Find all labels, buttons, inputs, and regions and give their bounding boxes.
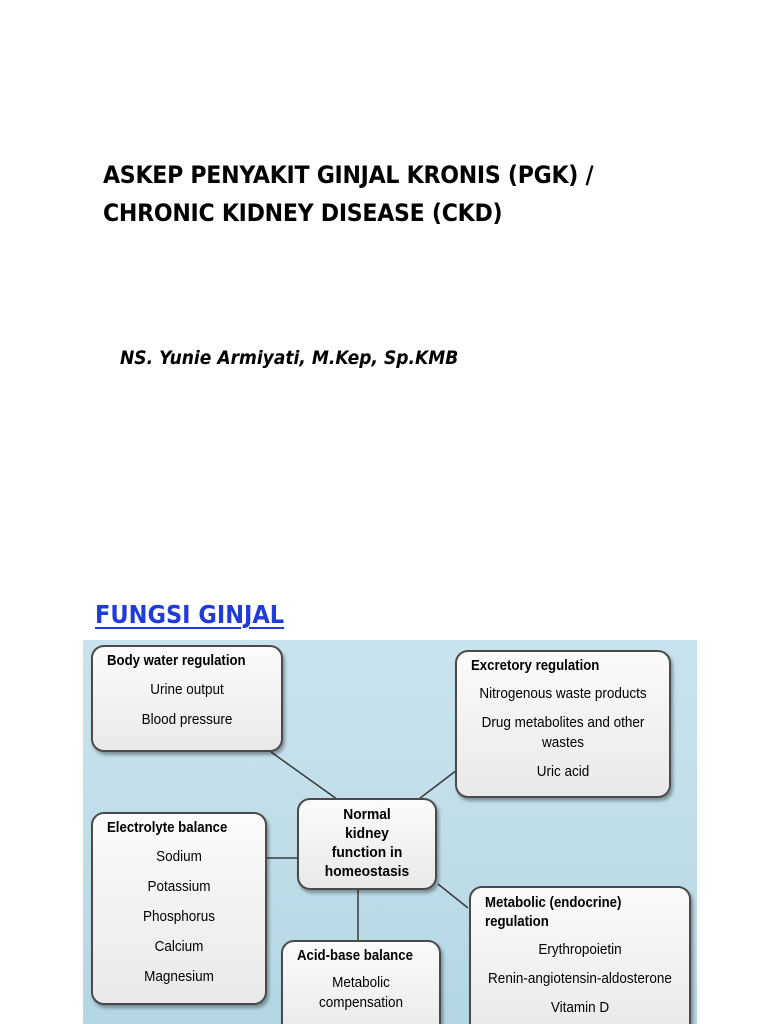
electrolyte-balance-box (91, 812, 267, 1005)
electrolyte-item-potassium: Potassium (147, 878, 211, 895)
center-line-1: Normal (343, 806, 391, 823)
center-line-4: homeostasis (324, 863, 410, 880)
excretory-regulation-title: Excretory regulation (471, 657, 600, 674)
body-water-item-blood-pressure: Blood pressure (141, 711, 233, 728)
slide-title (103, 156, 673, 232)
fungsi-ginjal-link[interactable]: FUNGSI GINJAL (95, 600, 285, 629)
metabolic-title-line-1: Metabolic (endocrine) (485, 894, 622, 911)
normal-kidney-function-box (297, 798, 437, 890)
metabolic-item-erythropoietin: Erythropoietin (538, 941, 622, 958)
electrolyte-balance-title: Electrolyte balance (107, 819, 228, 836)
connector-metabolic (438, 884, 468, 908)
metabolic-item-vitamin-d: Vitamin D (550, 999, 610, 1016)
center-line-3: function in (331, 844, 403, 861)
metabolic-item-renin: Renin-angiotensin-aldosterone (488, 970, 672, 987)
excretory-item-drug-metabolites: Drug metabolites and other (481, 714, 645, 731)
author-name: NS. Yunie Armiyati, M.Kep, Sp.KMB (120, 347, 459, 369)
slide-title-line-1: ASKEP PENYAKIT GINJAL KRONIS (PGK) / (103, 161, 594, 189)
acid-base-item-metabolic: Metabolic (332, 974, 390, 991)
center-line-2: kidney (345, 825, 389, 842)
connector-body-water (271, 752, 341, 802)
acid-base-balance-box (281, 940, 441, 1024)
acid-base-item-compensation: compensation (318, 994, 404, 1011)
metabolic-endocrine-regulation-box (469, 886, 691, 1024)
metabolic-title-line-2: regulation (485, 913, 549, 930)
body-water-regulation-box (91, 645, 283, 752)
electrolyte-item-sodium: Sodium (156, 848, 202, 865)
body-water-item-urine-output: Urine output (150, 681, 224, 698)
excretory-item-nitrogenous: Nitrogenous waste products (479, 685, 647, 702)
excretory-regulation-box (455, 650, 671, 798)
slide-title-line-2: CHRONIC KIDNEY DISEASE (CKD) (103, 199, 503, 227)
acid-base-balance-title: Acid-base balance (297, 947, 413, 964)
electrolyte-item-phosphorus: Phosphorus (142, 908, 216, 925)
body-water-regulation-title: Body water regulation (107, 652, 246, 669)
excretory-item-wastes: wastes (541, 734, 585, 751)
kidney-function-diagram (83, 640, 697, 1024)
excretory-item-uric-acid: Uric acid (536, 763, 590, 780)
electrolyte-item-calcium: Calcium (154, 938, 204, 955)
electrolyte-item-magnesium: Magnesium (144, 968, 214, 985)
